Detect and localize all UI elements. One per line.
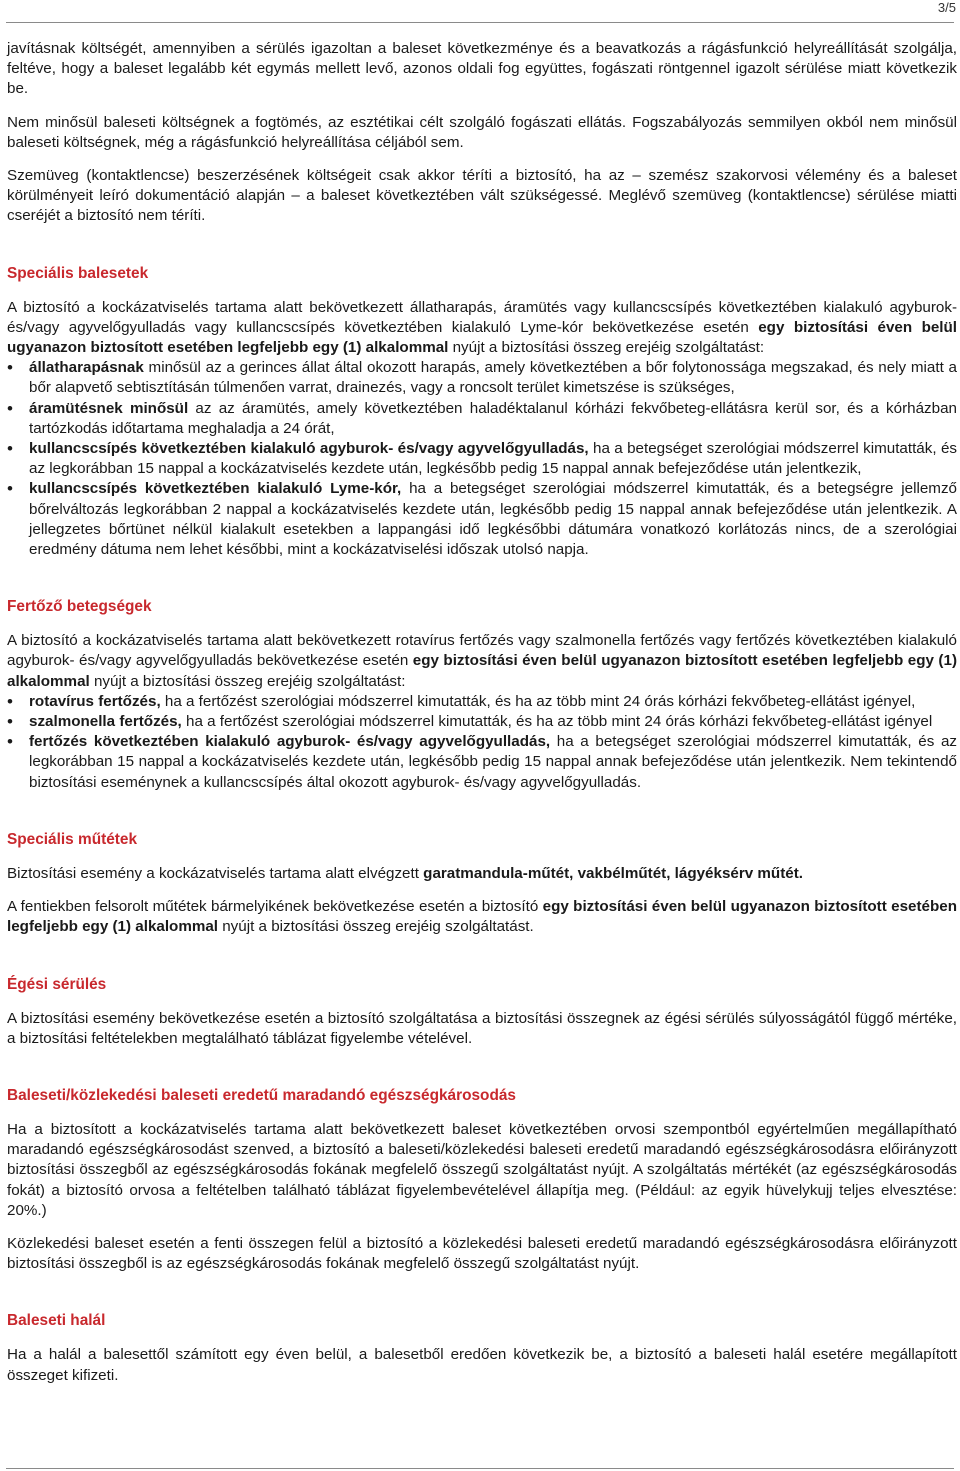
death-paragraph: Ha a halál a balesettől számított egy éven belül, a balesetből eredően következik be, a biztosító a baleseti halál esetére megállapított összeget kifizeti. [7, 1346, 957, 1384]
lead-bold: egy biztosítási éven belül ugyanazon biztosított esetében legfeljebb egy (1) alkalommal [7, 318, 958, 357]
footer-rule [6, 1468, 954, 1469]
lead-text: A biztosító a kockázatviselés tartama alatt bekövetkezett állatharapás, áramütés vagy kullancscsípés következtében kialakuló agyburok- és/vagy agyvelőgyulladás vagy kullancscsípés következtében kialakuló Lyme-kór bekövetkezése esetén [7, 298, 957, 336]
item-term: szalmonella fertőzés, [29, 713, 182, 731]
lead-bold: egy biztosítási éven belül ugyanazon biztosított esetében legfeljebb egy (1) alkalommal [7, 652, 957, 690]
section-permanent-damage [7, 1086, 957, 1274]
para-text: A fentiekben felsorolt műtétek bármelyikének bekövetkezése esetén a biztosító [7, 898, 543, 916]
item-term: kullancscsípés következtében kialakuló agyburok- és/vagy agyvelőgyulladás, [29, 440, 589, 458]
list-item [7, 712, 957, 732]
header-rule [6, 22, 954, 23]
section-lead [7, 298, 957, 359]
surgery-paragraph-1 [7, 864, 957, 884]
bullet-list [7, 358, 957, 560]
section-title: Fertőző betegségek [7, 598, 152, 616]
section-title: Baleseti/közlekedési baleseti eredetű maradandó egészségkárosodás [7, 1086, 516, 1104]
item-term: fertőzés következtében kialakuló agyburok- és/vagy agyvelőgyulladás, [29, 733, 551, 751]
list-item [7, 479, 957, 560]
section-title: Speciális balesetek [7, 264, 149, 282]
lead-text-end: nyújt a biztosítási összeg erejéig szolgáltatást: [89, 672, 406, 690]
item-text: az az áramütés, amely következtében haladéktalanul kórházi fekvőbeteg-ellátásra kerül sor, és a kórházban tartózkodás időtartama meghaladja a 24 órát, [29, 399, 957, 437]
para-text: Biztosítási esemény a kockázatviselés tartama alatt elvégzett [7, 864, 424, 882]
item-term: állatharapásnak [29, 359, 144, 377]
burn-paragraph: A biztosítási esemény bekövetkezése esetén a biztosító szolgáltatása a biztosítási összegnek az égési sérülés súlyosságától függő mértéke, a biztosítási feltételekben megtalálható táblázat figyelembe vételével. [7, 1009, 957, 1047]
para-bold: garatmandula-műtét, vakbélműtét, lágyéksérv műtét. [423, 864, 803, 882]
section-accidental-death [7, 1311, 957, 1385]
item-text: ha a fertőzést szerológiai módszerrel kimutatták, és ha az több mint 24 órás kórházi fekvőbeteg-ellátást igényel, [160, 692, 916, 710]
item-term: áramütésnek minősül [29, 399, 189, 417]
section-special-surgery [7, 830, 957, 938]
permanent-paragraph-1: Ha a biztosított a kockázatviselés tartama alatt bekövetkezett baleset következtében orvosi szempontból egyértelműen megállapítható maradandó egészségkárosodást szenved, a biztosító a baleseti/közlekedési baleseti eredetű maradandó egészségkárosodásra előirányzott biztosítási összegből az egészségkárosodás fokának megfelelő összegű szolgáltatást nyújt. A szolgáltatás mértékét (az egészségkárosodás fokát) a biztosító orvosa a feltételben található táblázat figyelembevételével állapítja meg. (Például: az egyik hüvelykujj teljes elvesztése: 20%.) [7, 1120, 957, 1219]
section-title: Baleseti halál [7, 1312, 106, 1330]
item-text: ha a fertőzést szerológiai módszerrel kimutatták, és ha az több mint 24 órás kórházi fekvőbeteg-ellátást igényel [181, 713, 933, 731]
section-infectious-diseases [7, 597, 957, 793]
document-body [7, 39, 957, 1399]
item-term: rotavírus fertőzés, [29, 692, 161, 710]
page-number: 3/5 [937, 0, 956, 15]
intro-paragraph-2: Nem minősül baleseti költségnek a fogtömés, az esztétikai célt szolgáló fogászati ellátás. Fogszabályozás semmilyen okból nem minősül baleseti költségnek, még a rágásfunkció helyreállítása céljából sem. [7, 113, 957, 151]
section-burn-injury [7, 975, 957, 1049]
item-term: kullancscsípés következtében kialakuló Lyme-kór, [29, 480, 402, 498]
list-item [7, 732, 957, 793]
list-item [7, 399, 957, 439]
section-title: Égési sérülés [7, 975, 107, 993]
list-item [7, 358, 957, 398]
list-item [7, 439, 957, 479]
intro-paragraph-1: javításnak költségét, amennyiben a sérülés igazoltan a baleset következménye és a beavatkozás a rágásfunkció helyreállítását szolgálja, feltéve, hogy a baleset legalább két egymás mellett levő, azonos oldali fog együttes, fogászati röntgennel igazolt sérülése miatt következik be. [7, 40, 957, 98]
item-text: ha a betegséget szerológiai módszerrel kimutatták, és az legkorábban 15 nappal a kockázatviselés kezdete után, legkésőbb pedig 15 nappal annak befejeződése után jelentkezik. Nem tekintendő biztosítási eseménynek a kullancscsípés által okozott agyburok- és/vagy agyvelőgyulladás. [29, 733, 957, 791]
item-text: minősül az a gerinces állat által okozott harapás, amely következtében a bőr folytonossága megszakad, és nely miatt a bőr alapvető sebtisztításán túlmenően varrat, drainezés, vagy a roncsolt terület kimetszése is szükséges, [29, 359, 957, 397]
section-lead [7, 631, 957, 692]
lead-text: A biztosító a kockázatviselés tartama alatt bekövetkezett rotavírus fertőzés vagy szalmonella fertőzés vagy fertőzés következtében kialakuló agyburok- és/vagy agyvelőgyulladás bekövetkezése esetén [7, 632, 957, 670]
section-special-accidents [7, 264, 957, 561]
intro-paragraph-3: Szemüveg (kontaktlencse) beszerzésének költségeit csak akkor téríti a biztosító, ha az – szemész szakorvosi vélemény és a baleset körülményeit leíró dokumentáció alapján – a baleset következtében vált szükségessé. Meglévő szemüveg (kontaktlencse) sérülése miatti cseréjét a biztosító nem téríti. [7, 167, 957, 225]
item-text: ha a betegséget szerológiai módszerrel kimutatták, és a betegségre jellemző bőrelváltozás legkorábban 2 nappal a kockázatviselés kezdete után, legkésőbb pedig 15 nappal annak befejeződése után jelentkezik. A jellegzetes bőrtünet nélkül kialakult esetekben a lappangási idő legkésőbbi dátumára vonatkozó korlátozás nincs, de a szerológiai eredmény dátuma nem lehet későbbi, mint a kockázatviselési időszak utolsó napja. [29, 480, 957, 559]
para-bold: egy biztosítási éven belül ugyanazon biztosított esetében legfeljebb egy (1) alkalommal [7, 898, 957, 936]
list-item [7, 692, 957, 712]
surgery-paragraph-2 [7, 897, 957, 937]
para-text-end: nyújt a biztosítási összeg erejéig szolgáltatást. [218, 918, 534, 936]
permanent-paragraph-2: Közlekedési baleset esetén a fenti összegen felül a biztosító a közlekedési baleseti eredetű maradandó egészségkárosodásra előirányzott biztosítási összegből is az egészségkárosodás fokának megfelelő összegű szolgáltatást nyújt. [7, 1234, 957, 1273]
lead-text-end: nyújt a biztosítási összeg erejéig szolgáltatást: [448, 339, 765, 357]
section-title: Speciális műtétek [7, 830, 138, 848]
item-text: ha a betegséget szerológiai módszerrel kimutatták, és az legkorábban 15 nappal a kockázatviselés kezdete után, legkésőbb pedig 15 nappal annak befejeződése után jelentkezik, [29, 440, 957, 478]
bullet-list [7, 692, 957, 793]
